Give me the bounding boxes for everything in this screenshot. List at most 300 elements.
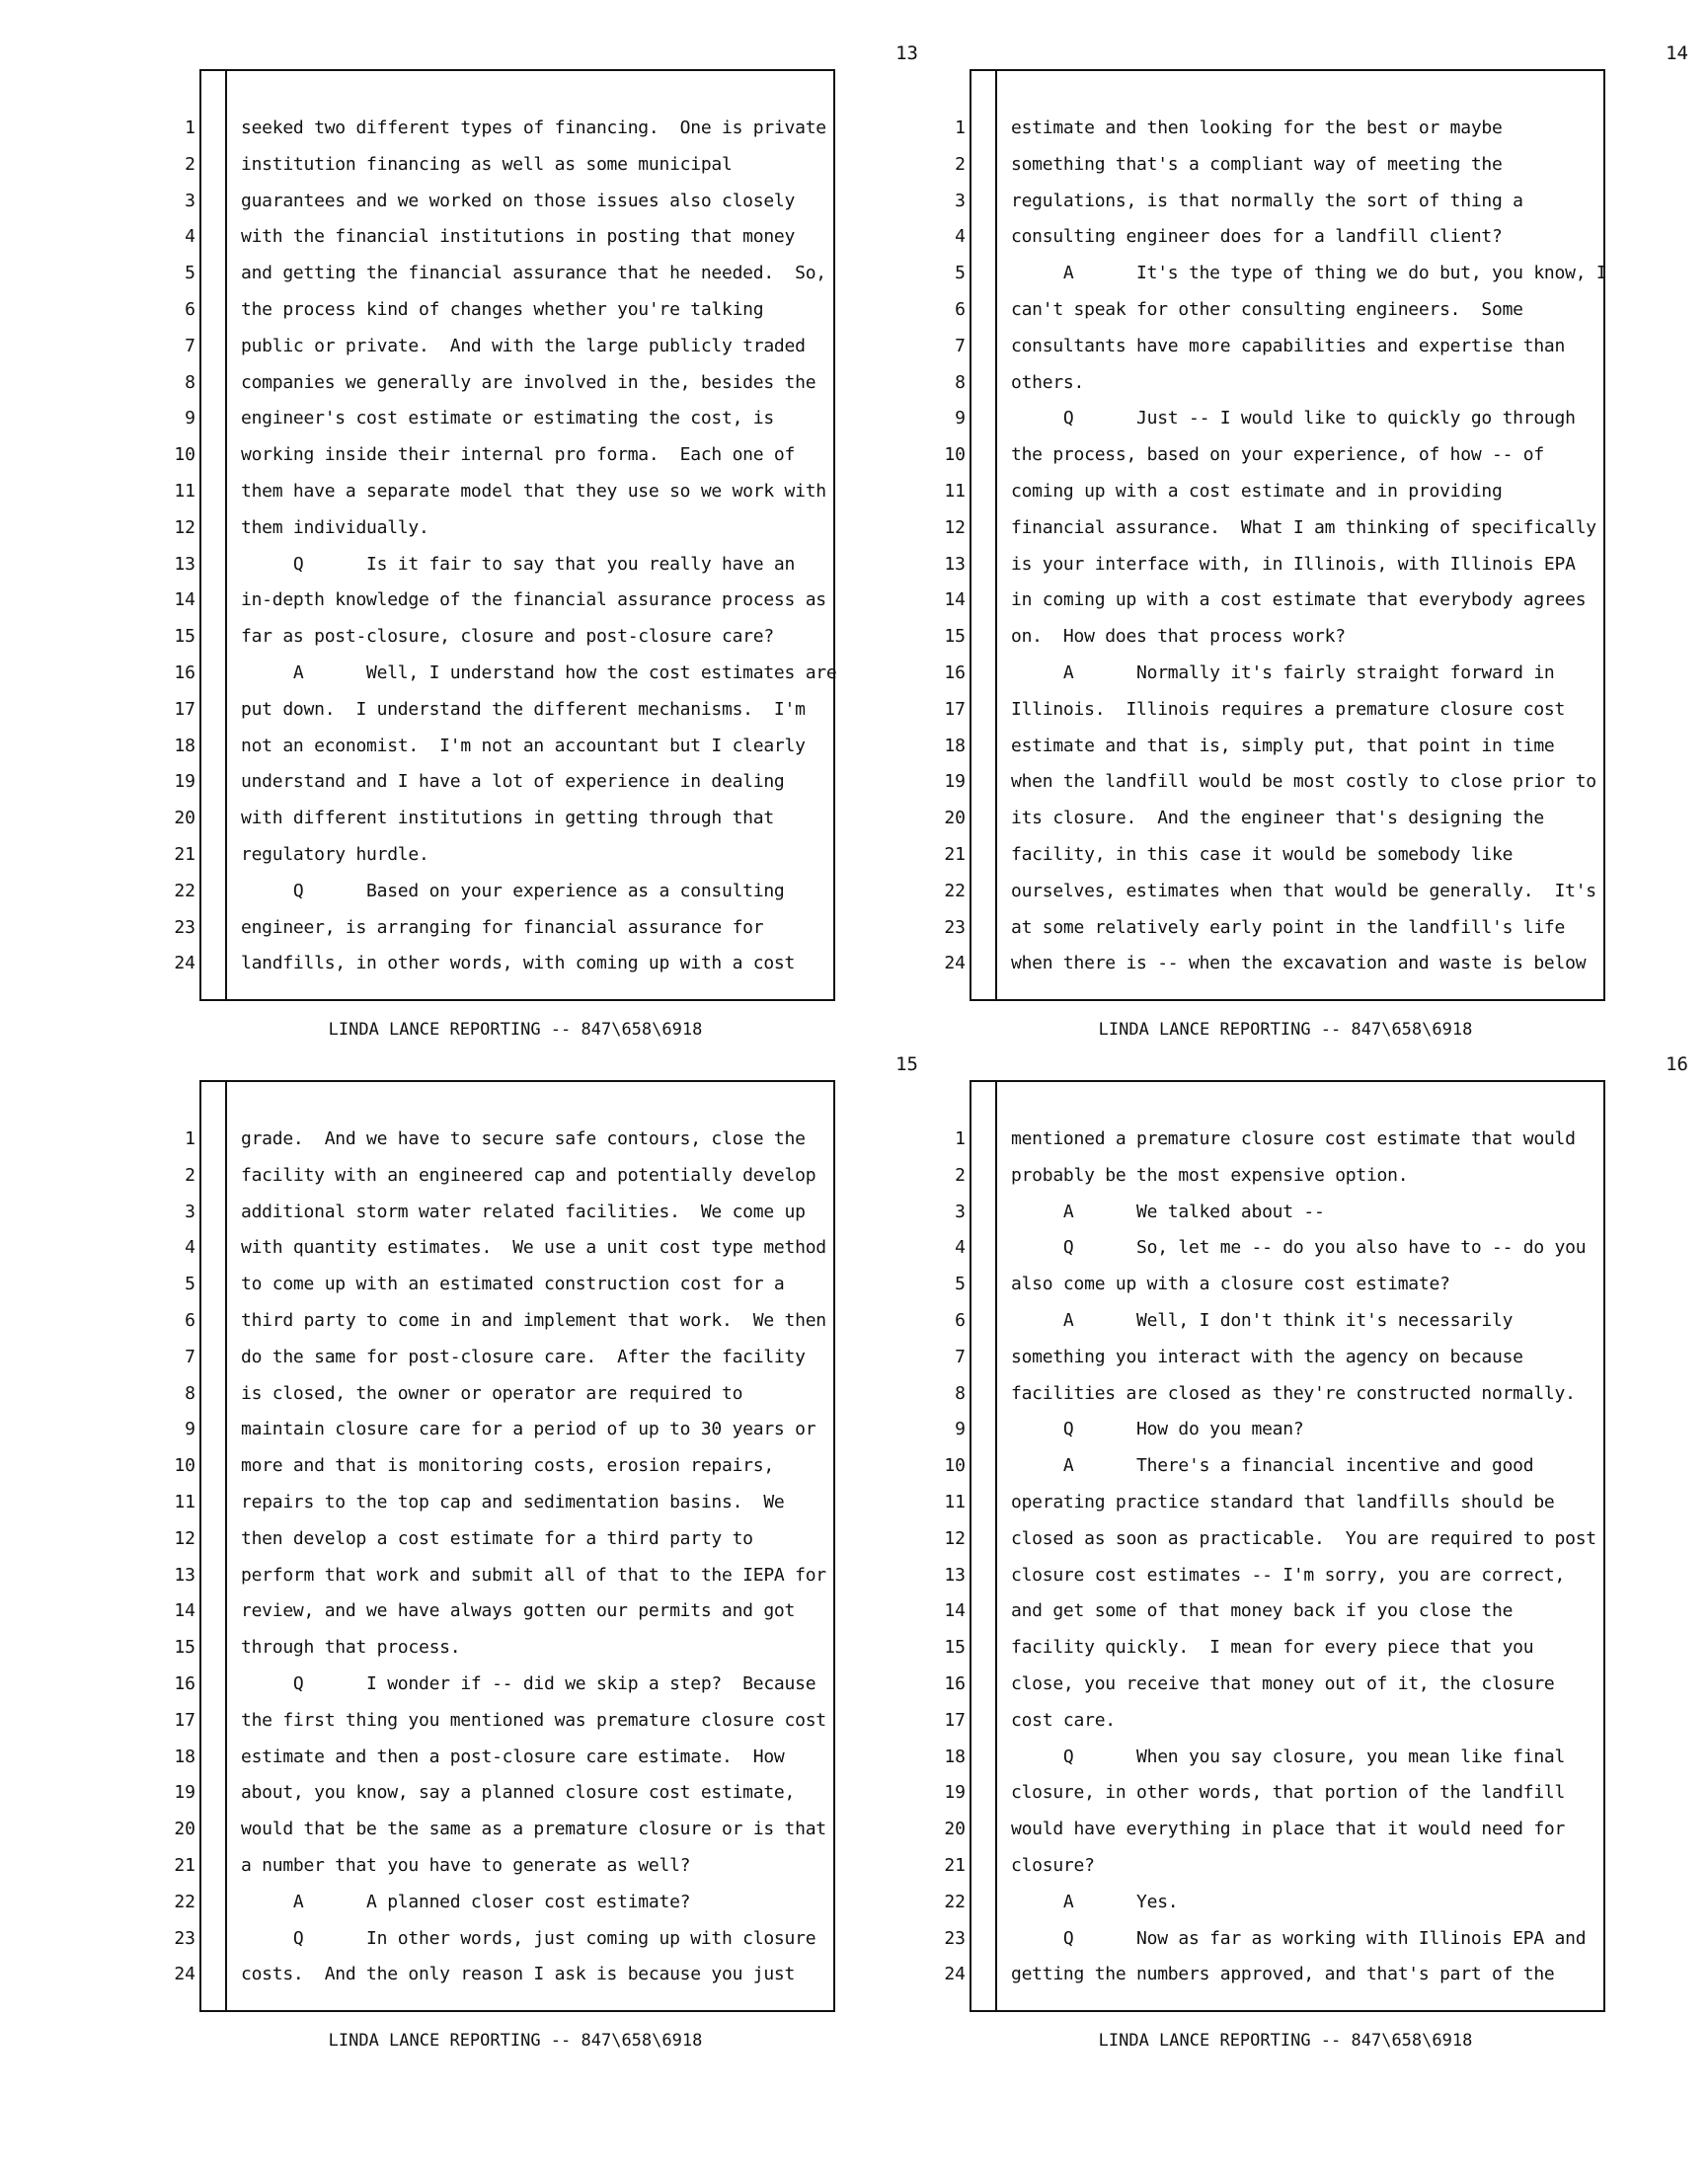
transcript-line: [955, 1230, 1603, 1267]
transcript-line: [185, 401, 833, 437]
transcript-line: [185, 1158, 833, 1195]
line-number: 9: [955, 1419, 966, 1440]
line-text: consultants have more capabilities and expertise than: [1011, 335, 1566, 356]
line-text: when there is -- when the excavation and waste is below: [1011, 953, 1587, 974]
transcript-line: [174, 1848, 833, 1885]
line-number: 14: [174, 589, 195, 611]
line-number: 19: [944, 771, 966, 793]
transcript-line: [174, 1812, 833, 1848]
line-text: a number that you have to generate as well?: [241, 1854, 691, 1876]
line-text: maintain closure care for a period of up to 30 years or: [241, 1419, 816, 1440]
line-number: 24: [174, 953, 195, 974]
line-text: coming up with a cost estimate and in providing: [1011, 480, 1503, 502]
line-text: A We talked about --: [1011, 1201, 1325, 1222]
line-number: 12: [174, 1527, 195, 1549]
line-text: the process, based on your experience, of how -- of: [1011, 444, 1544, 466]
line-number: 7: [955, 335, 966, 356]
transcript-page: [174, 41, 938, 1048]
line-number: 10: [944, 444, 966, 466]
transcript-line: [174, 510, 833, 547]
transcript-line: [185, 1376, 833, 1413]
line-text: A Well, I don't think it's necessarily: [1011, 1309, 1514, 1331]
transcript-line: [944, 801, 1603, 837]
transcript-line: [955, 1303, 1603, 1340]
transcript-line: [944, 692, 1603, 729]
line-number: 2: [955, 153, 966, 175]
line-text: A There's a financial incentive and good: [1011, 1455, 1534, 1477]
line-number: 17: [944, 1709, 966, 1731]
line-text: closure, in other words, that portion of the landfill: [1011, 1782, 1566, 1804]
transcript-page: [174, 1052, 938, 2059]
page-number: 14: [1666, 42, 1688, 64]
line-number: 4: [185, 1237, 195, 1259]
transcript-line: [944, 1448, 1603, 1485]
transcript-line: [944, 582, 1603, 619]
transcript-line: [944, 729, 1603, 765]
line-text: landfills, in other words, with coming up with a cost: [241, 953, 796, 974]
line-text: would that be the same as a premature closure or is that: [241, 1819, 826, 1840]
transcript-line: [944, 874, 1603, 910]
transcript-line: [955, 1195, 1603, 1231]
transcript-line: [174, 619, 833, 656]
line-text: facility, in this case it would be somebody like: [1011, 843, 1514, 865]
line-number: 5: [185, 1274, 195, 1295]
line-text: about, you know, say a planned closure cost estimate,: [241, 1782, 796, 1804]
line-text: estimate and that is, simply put, that point in time: [1011, 735, 1555, 756]
line-text: operating practice standard that landfills should be: [1011, 1491, 1555, 1513]
line-text: Q When you say closure, you mean like final: [1011, 1745, 1566, 1767]
page-number: 16: [1666, 1053, 1688, 1075]
line-number: 23: [174, 1927, 195, 1949]
line-number: 14: [944, 589, 966, 611]
line-number: 4: [955, 226, 966, 248]
transcript-line: [185, 147, 833, 184]
line-text: Q Is it fair to say that you really have an: [241, 553, 796, 575]
transcript-line: [174, 1485, 833, 1521]
transcript-line: [944, 946, 1603, 982]
line-text: A Normally it's fairly straight forward in: [1011, 661, 1555, 683]
line-text: Q Based on your experience as a consulting: [241, 880, 785, 901]
line-text: review, and we have always gotten our permits and got: [241, 1600, 796, 1622]
line-number: 22: [174, 1891, 195, 1912]
line-text: more and that is monitoring costs, erosion repairs,: [241, 1455, 774, 1477]
line-number: 4: [955, 1237, 966, 1259]
line-text: understand and I have a lot of experience in dealing: [241, 771, 785, 793]
line-number: 15: [174, 626, 195, 648]
page-frame: [944, 69, 1607, 1001]
transcript-line: [174, 729, 833, 765]
transcript-line: [174, 1740, 833, 1776]
line-number: 19: [944, 1782, 966, 1804]
line-number: 19: [174, 1782, 195, 1804]
line-text: in-depth knowledge of the financial assurance process as: [241, 589, 826, 611]
transcript-line: [955, 1412, 1603, 1448]
line-text: its closure. And the engineer that's designing the: [1011, 808, 1544, 829]
line-text: engineer, is arranging for financial assurance for: [241, 916, 764, 938]
transcript-line: [174, 474, 833, 510]
transcript-page: [944, 41, 1708, 1048]
line-number: 15: [174, 1637, 195, 1659]
line-number: 24: [944, 1964, 966, 1985]
line-number: 20: [944, 1819, 966, 1840]
line-number: 16: [174, 661, 195, 683]
line-text: do the same for post-closure care. After the facility: [241, 1346, 806, 1367]
line-text: them individually.: [241, 516, 429, 538]
transcript-line: [955, 1267, 1603, 1303]
line-text: at some relatively early point in the landfill's life: [1011, 916, 1566, 938]
transcript-line: [174, 692, 833, 729]
transcript-line: [944, 619, 1603, 656]
line-number: 5: [955, 263, 966, 284]
transcript-line: [185, 1340, 833, 1376]
line-text: is closed, the owner or operator are required to: [241, 1382, 743, 1404]
line-text: closure cost estimates -- I'm sorry, you are correct,: [1011, 1564, 1566, 1586]
line-number: 5: [185, 263, 195, 284]
line-text: something you interact with the agency on because: [1011, 1346, 1523, 1367]
line-number: 14: [174, 1600, 195, 1622]
line-number: 10: [174, 444, 195, 466]
line-number: 24: [174, 1964, 195, 1985]
reporter-footer: LINDA LANCE REPORTING -- 847\658\6918: [328, 1020, 703, 1040]
reporter-footer: LINDA LANCE REPORTING -- 847\658\6918: [328, 2031, 703, 2051]
transcript-line: [944, 910, 1603, 947]
transcript-line: [174, 1667, 833, 1703]
line-text: Q So, let me -- do you also have to -- do you: [1011, 1237, 1587, 1259]
line-number: 8: [185, 1382, 195, 1404]
page-number: 13: [895, 42, 918, 64]
transcript-lines: [174, 1122, 833, 1993]
line-number: 21: [944, 843, 966, 865]
page-frame: [174, 1080, 835, 2012]
line-text: Q Just -- I would like to quickly go through: [1011, 408, 1576, 429]
transcript-line: [944, 1921, 1603, 1958]
line-number: 18: [174, 735, 195, 756]
line-number: 9: [955, 408, 966, 429]
transcript-lines: [174, 111, 837, 982]
line-text: Illinois. Illinois requires a premature closure cost: [1011, 698, 1566, 720]
line-number: 15: [944, 626, 966, 648]
transcript-line: [944, 1703, 1603, 1740]
line-text: consulting engineer does for a landfill client?: [1011, 226, 1503, 248]
line-text: the first thing you mentioned was premature closure cost: [241, 1709, 826, 1731]
line-text: facility quickly. I mean for every piece that you: [1011, 1637, 1534, 1659]
line-number: 20: [944, 808, 966, 829]
line-number: 16: [944, 661, 966, 683]
line-text: on. How does that process work?: [1011, 626, 1346, 648]
line-number: 3: [955, 1201, 966, 1222]
line-number: 8: [955, 371, 966, 393]
line-text: institution financing as well as some municipal: [241, 153, 733, 175]
transcript-line: [944, 1521, 1603, 1558]
line-text: Q Now as far as working with Illinois EPA and: [1011, 1927, 1587, 1949]
line-number: 1: [185, 117, 195, 138]
transcript-line: [955, 329, 1603, 365]
transcript-line: [944, 510, 1603, 547]
page-number: 15: [895, 1053, 918, 1075]
line-number: 10: [174, 1455, 195, 1477]
line-number: 3: [185, 190, 195, 211]
line-text: close, you receive that money out of it, the closure: [1011, 1672, 1555, 1694]
line-text: Q I wonder if -- did we skip a step? Because: [241, 1672, 816, 1694]
transcript-line: [185, 329, 833, 365]
line-number: 9: [185, 1419, 195, 1440]
line-number: 5: [955, 1274, 966, 1295]
line-text: then develop a cost estimate for a third party to: [241, 1527, 753, 1549]
transcript-line: [944, 1667, 1603, 1703]
line-text: closure?: [1011, 1854, 1095, 1876]
transcript-line: [174, 437, 833, 474]
line-number: 12: [944, 516, 966, 538]
line-number: 17: [944, 698, 966, 720]
line-number: 19: [174, 771, 195, 793]
line-number: 10: [944, 1455, 966, 1477]
transcript-line: [944, 1848, 1603, 1885]
transcript-line: [185, 1412, 833, 1448]
transcript-line: [185, 1303, 833, 1340]
page-frame: [174, 69, 837, 1001]
transcript-line: [174, 1448, 833, 1485]
transcript-line: [955, 1158, 1603, 1195]
transcript-line: [185, 1267, 833, 1303]
line-number: 2: [955, 1164, 966, 1186]
line-text: facilities are closed as they're constructed normally.: [1011, 1382, 1576, 1404]
transcript-line: [944, 764, 1603, 801]
line-text: and get some of that money back if you close the: [1011, 1600, 1514, 1622]
line-number: 11: [174, 480, 195, 502]
transcript-line: [955, 1340, 1603, 1376]
transcript-line: [944, 1775, 1603, 1812]
transcript-line: [955, 1376, 1603, 1413]
line-text: others.: [1011, 371, 1085, 393]
line-text: getting the numbers approved, and that's part of the: [1011, 1964, 1555, 1985]
transcript-line: [185, 1122, 833, 1158]
transcript-line: [944, 656, 1603, 692]
line-number: 12: [174, 516, 195, 538]
line-text: and getting the financial assurance that he needed. So,: [241, 263, 826, 284]
line-number: 14: [944, 1600, 966, 1622]
line-number: 11: [944, 480, 966, 502]
line-number: 11: [174, 1491, 195, 1513]
line-text: facility with an engineered cap and potentially develop: [241, 1164, 816, 1186]
transcript-line: [944, 1593, 1603, 1630]
transcript-line: [185, 219, 833, 256]
transcript-line: [174, 1775, 833, 1812]
line-number: 11: [944, 1491, 966, 1513]
transcript-line: [185, 365, 833, 402]
line-number: 1: [955, 1128, 966, 1149]
transcript-line: [174, 1957, 833, 1993]
line-text: is your interface with, in Illinois, with Illinois EPA: [1011, 553, 1576, 575]
transcript-line: [185, 1230, 833, 1267]
line-number: 22: [174, 880, 195, 901]
transcript-line: [174, 656, 837, 692]
line-text: additional storm water related facilities. We come up: [241, 1201, 806, 1222]
transcript-line: [174, 582, 833, 619]
line-text: mentioned a premature closure cost estimate that would: [1011, 1128, 1576, 1149]
line-text: to come up with an estimated construction cost for a: [241, 1274, 785, 1295]
transcript-line: [944, 474, 1603, 510]
line-number: 13: [944, 1564, 966, 1586]
line-number: 4: [185, 226, 195, 248]
transcript-line: [185, 292, 833, 329]
line-text: in coming up with a cost estimate that everybody agrees: [1011, 589, 1587, 611]
line-number: 13: [174, 1564, 195, 1586]
transcript-line: [174, 1593, 833, 1630]
line-number: 17: [174, 698, 195, 720]
transcript-line: [185, 184, 833, 220]
line-text: Q In other words, just coming up with closure: [241, 1927, 816, 1949]
transcript-line: [955, 1122, 1603, 1158]
transcript-line: [944, 1812, 1603, 1848]
transcript-line: [944, 547, 1603, 583]
line-number: 7: [185, 335, 195, 356]
line-number: 20: [174, 808, 195, 829]
line-text: A Yes.: [1011, 1891, 1179, 1912]
line-number: 23: [944, 916, 966, 938]
transcript-lines: [944, 111, 1607, 982]
line-number: 20: [174, 1819, 195, 1840]
line-number: 2: [185, 1164, 195, 1186]
line-text: probably be the most expensive option.: [1011, 1164, 1409, 1186]
transcript-line: [944, 1957, 1603, 1993]
line-text: estimate and then looking for the best or maybe: [1011, 117, 1503, 138]
line-text: Q How do you mean?: [1011, 1419, 1304, 1440]
transcript-line: [944, 1485, 1603, 1521]
transcript-page: [944, 1052, 1708, 2059]
transcript-line: [944, 1558, 1603, 1594]
line-number: 6: [185, 1309, 195, 1331]
line-text: also come up with a closure cost estimate?: [1011, 1274, 1450, 1295]
line-text: when the landfill would be most costly to close prior to: [1011, 771, 1596, 793]
transcript-line: [174, 1558, 833, 1594]
page-frame: [944, 1080, 1605, 2012]
line-number: 18: [944, 1745, 966, 1767]
transcript-line: [174, 837, 833, 874]
line-text: them have a separate model that they use so we work with: [241, 480, 826, 502]
line-number: 15: [944, 1637, 966, 1659]
line-text: with different institutions in getting through that: [241, 808, 774, 829]
transcript-line: [955, 111, 1603, 147]
line-text: far as post-closure, closure and post-closure care?: [241, 626, 774, 648]
line-text: not an economist. I'm not an accountant but I clearly: [241, 735, 806, 756]
line-number: 1: [185, 1128, 195, 1149]
reporter-footer: LINDA LANCE REPORTING -- 847\658\6918: [1098, 1020, 1473, 1040]
transcript-line: [174, 801, 833, 837]
transcript-line: [955, 184, 1603, 220]
line-text: the process kind of changes whether you're talking: [241, 298, 764, 320]
transcript-line: [955, 219, 1603, 256]
line-text: A It's the type of thing we do but, you know, I: [1011, 263, 1607, 284]
transcript-line: [174, 874, 833, 910]
line-text: cost care.: [1011, 1709, 1116, 1731]
transcript-line: [174, 1885, 833, 1921]
line-number: 16: [944, 1672, 966, 1694]
line-number: 8: [185, 371, 195, 393]
transcript-line: [944, 1630, 1603, 1667]
transcript-lines: [944, 1122, 1603, 1993]
line-text: would have everything in place that it would need for: [1011, 1819, 1566, 1840]
transcript-line: [174, 910, 833, 947]
transcript-line: [944, 437, 1603, 474]
transcript-line: [174, 1921, 833, 1958]
line-number: 21: [944, 1854, 966, 1876]
line-text: A Well, I understand how the cost estimates are: [241, 661, 837, 683]
line-text: financial assurance. What I am thinking of specifically: [1011, 516, 1596, 538]
transcript-line: [944, 1740, 1603, 1776]
line-number: 22: [944, 1891, 966, 1912]
line-number: 13: [174, 553, 195, 575]
transcript-line: [185, 1195, 833, 1231]
line-text: A A planned closer cost estimate?: [241, 1891, 691, 1912]
line-number: 21: [174, 843, 195, 865]
line-text: can't speak for other consulting engineers. Some: [1011, 298, 1523, 320]
line-text: third party to come in and implement that work. We then: [241, 1309, 826, 1331]
line-text: regulations, is that normally the sort of thing a: [1011, 190, 1523, 211]
line-text: seeked two different types of financing. One is private: [241, 117, 826, 138]
transcript-line: [174, 1630, 833, 1667]
line-text: guarantees and we worked on those issues also closely: [241, 190, 796, 211]
line-text: estimate and then a post-closure care estimate. How: [241, 1745, 785, 1767]
line-number: 7: [955, 1346, 966, 1367]
line-text: with the financial institutions in posting that money: [241, 226, 796, 248]
line-text: repairs to the top cap and sedimentation basins. We: [241, 1491, 785, 1513]
line-text: put down. I understand the different mechanisms. I'm: [241, 698, 806, 720]
line-number: 22: [944, 880, 966, 901]
transcript-line: [185, 256, 833, 292]
transcript-line: [174, 764, 833, 801]
line-number: 8: [955, 1382, 966, 1404]
transcript-line: [185, 111, 833, 147]
line-number: 21: [174, 1854, 195, 1876]
line-number: 9: [185, 408, 195, 429]
transcript-line: [174, 1703, 833, 1740]
transcript-line: [955, 147, 1603, 184]
transcript-line: [955, 401, 1603, 437]
line-text: perform that work and submit all of that to the IEPA for: [241, 1564, 826, 1586]
transcript-line: [174, 1521, 833, 1558]
line-number: 13: [944, 553, 966, 575]
line-text: something that's a compliant way of meeting the: [1011, 153, 1503, 175]
transcript-line: [944, 1885, 1603, 1921]
line-text: working inside their internal pro forma. Each one of: [241, 444, 796, 466]
line-number: 7: [185, 1346, 195, 1367]
transcript-line: [955, 292, 1603, 329]
line-number: 6: [185, 298, 195, 320]
line-number: 23: [944, 1927, 966, 1949]
transcript-line: [174, 547, 833, 583]
line-text: engineer's cost estimate or estimating the cost, is: [241, 408, 774, 429]
line-number: 16: [174, 1672, 195, 1694]
reporter-footer: LINDA LANCE REPORTING -- 847\658\6918: [1098, 2031, 1473, 2051]
line-number: 18: [174, 1745, 195, 1767]
line-text: costs. And the only reason I ask is because you just: [241, 1964, 796, 1985]
line-text: through that process.: [241, 1637, 461, 1659]
line-number: 17: [174, 1709, 195, 1731]
line-text: regulatory hurdle.: [241, 843, 429, 865]
line-number: 12: [944, 1527, 966, 1549]
line-text: public or private. And with the large publicly traded: [241, 335, 806, 356]
line-text: companies we generally are involved in the, besides the: [241, 371, 816, 393]
transcript-line: [955, 256, 1607, 292]
transcript-line: [955, 365, 1603, 402]
line-number: 3: [185, 1201, 195, 1222]
line-number: 6: [955, 298, 966, 320]
line-number: 24: [944, 953, 966, 974]
line-text: closed as soon as practicable. You are required to post: [1011, 1527, 1596, 1549]
line-text: with quantity estimates. We use a unit cost type method: [241, 1237, 826, 1259]
line-number: 1: [955, 117, 966, 138]
line-number: 23: [174, 916, 195, 938]
